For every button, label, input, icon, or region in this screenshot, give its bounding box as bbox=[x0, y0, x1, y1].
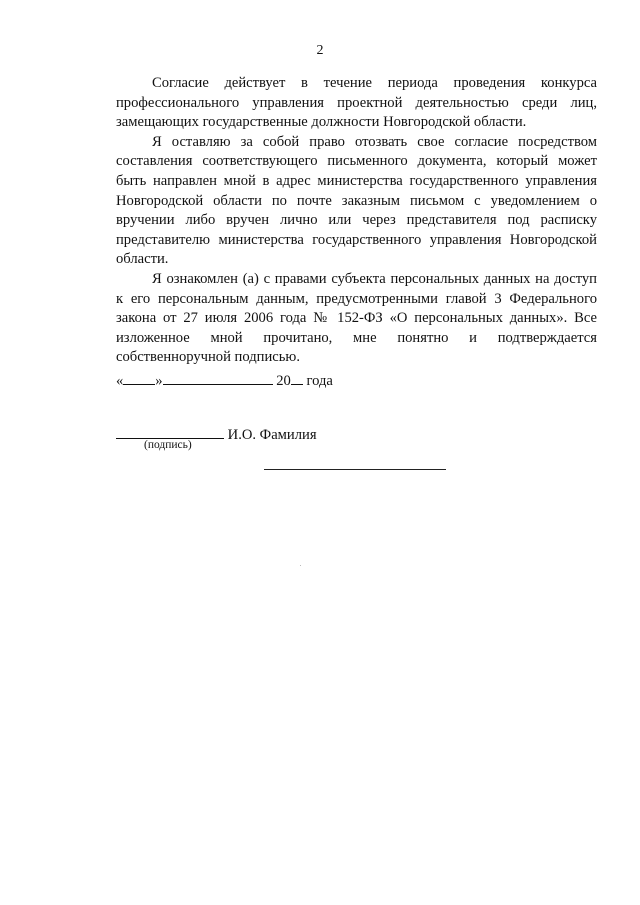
open-quote: « bbox=[116, 373, 124, 389]
document-body bbox=[116, 74, 597, 368]
year-prefix: 20 bbox=[276, 373, 291, 389]
end-rule bbox=[264, 469, 446, 470]
paragraph-revocation: Я оставляю за собой право отозвать свое согласие посредством составления соответствующего письменного документа, который может быть направлен мной в адрес министерства государственного управления Новгородской области по почте заказным письмом с уведомлением о вручении либо вручен лично или через представителя под расписку представителю министерства государственного управления Новгородской области. bbox=[116, 133, 597, 268]
page-number: 2 bbox=[316, 43, 324, 58]
year-blank bbox=[291, 370, 303, 385]
month-blank bbox=[163, 370, 273, 385]
paragraph-consent-period: Согласие действует в течение периода проведения конкурса профессионального управления проектной деятельностью среди лиц, замещающих государственные должности Новгородской области. bbox=[116, 75, 597, 131]
year-suffix: года bbox=[306, 373, 333, 389]
close-quote: » bbox=[155, 373, 163, 389]
signature-name: И.О. Фамилия bbox=[227, 427, 317, 443]
signature-caption: (подпись) bbox=[144, 439, 192, 451]
paragraph-acknowledgement: Я ознакомлен (а) с правами субъекта персональных данных на доступ к его персональным данным, предусмотренными главой 3 Федерального закона от 27 июля 2006 года № 152-ФЗ «О персональных данных». Все изложенное мной прочитано, мне понятно и подтверждается собственноручной подписью. bbox=[116, 270, 597, 366]
signature-blank bbox=[116, 424, 224, 439]
day-blank bbox=[123, 370, 155, 385]
date-line bbox=[116, 370, 333, 390]
scan-speck bbox=[300, 565, 301, 566]
